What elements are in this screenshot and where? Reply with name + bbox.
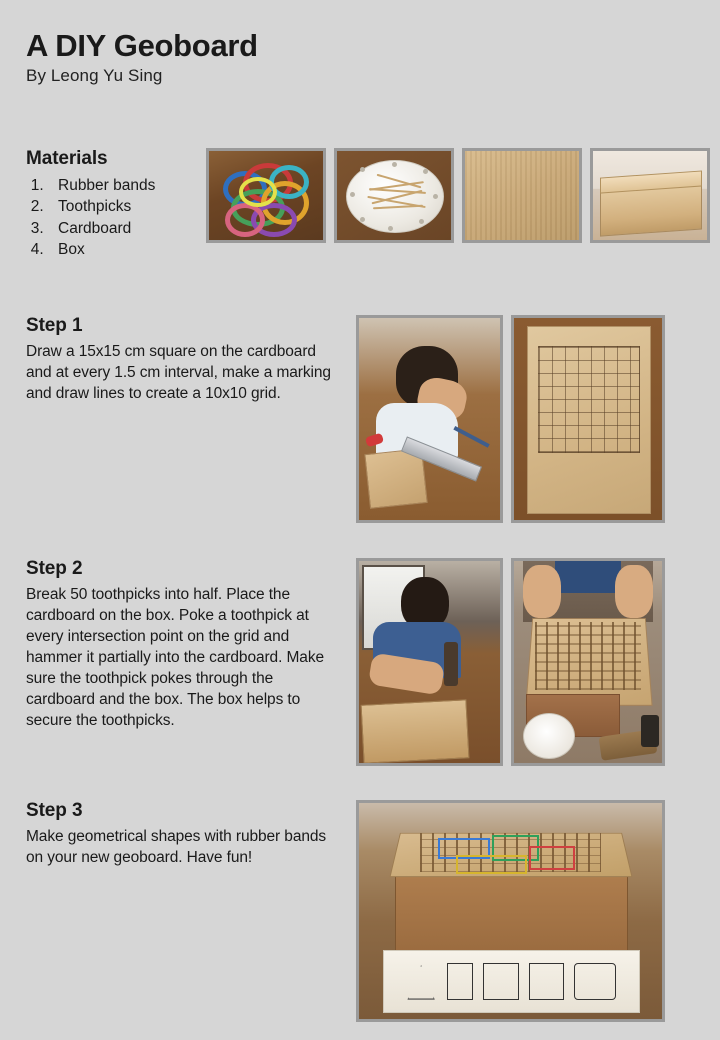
photo-grid-on-cardboard [511,315,665,523]
step-1-text-block [26,315,356,523]
photo-box-image [593,151,707,240]
materials-section [26,148,694,261]
list-item: 4. Box [48,239,206,260]
step-1-section [26,315,694,523]
step-3-heading: Step 3 [26,800,83,821]
photo-finished-geoboard-image [359,803,662,1019]
list-item: 2. Toothpicks [48,196,206,217]
photo-boy-hammering-toothpicks-image [359,561,500,763]
photo-cardboard-image [465,151,579,240]
photo-toothpick-grid-complete [511,558,665,766]
step-2-section [26,558,694,766]
step-3-description: Make geometrical shapes with rubber bands on your new geoboard. Have fun! [26,828,327,866]
photo-box [590,148,710,243]
photo-grid-on-cardboard-image [514,318,662,520]
step-3-photos [356,800,665,1022]
materials-photos [206,148,710,243]
materials-text [26,148,206,261]
step-2-heading: Step 2 [26,558,83,579]
step-1-heading: Step 1 [26,315,83,336]
byline: By Leong Yu Sing [26,65,163,85]
step-1-photos [356,315,665,523]
page-title: A DIY Geoboard [26,28,258,63]
materials-heading: Materials [26,148,108,169]
photo-boy-drawing-grid [356,315,503,523]
photo-boy-drawing-grid-image [359,318,500,520]
photo-toothpicks-plate-image [337,151,451,240]
step-2-description: Break 50 toothpicks into half. Place the cardboard on the box. Poke a toothpick at every intersection point on the grid and hammer it partially into the cardboard. Make sure the toothpick pokes through the cardboard and the box. The box helps to secure the toothpicks. [26,586,324,729]
photo-cardboard [462,148,582,243]
step-2-photos [356,558,665,766]
step-2-text-block [26,558,356,766]
materials-list [26,175,206,261]
step-3-section [26,800,694,1022]
photo-rubber-bands-image [209,151,323,240]
step-3-text-block [26,800,356,1022]
photo-toothpick-grid-complete-image [514,561,662,763]
photo-rubber-bands [206,148,326,243]
photo-toothpicks-plate [334,148,454,243]
photo-finished-geoboard [356,800,665,1022]
photo-boy-hammering-toothpicks [356,558,503,766]
list-item: 3. Cardboard [48,218,206,239]
list-item: 1. Rubber bands [48,175,206,196]
step-1-description: Draw a 15x15 cm square on the cardboard and at every 1.5 cm interval, make a marking and draw lines to create a 10x10 grid. [26,343,331,402]
